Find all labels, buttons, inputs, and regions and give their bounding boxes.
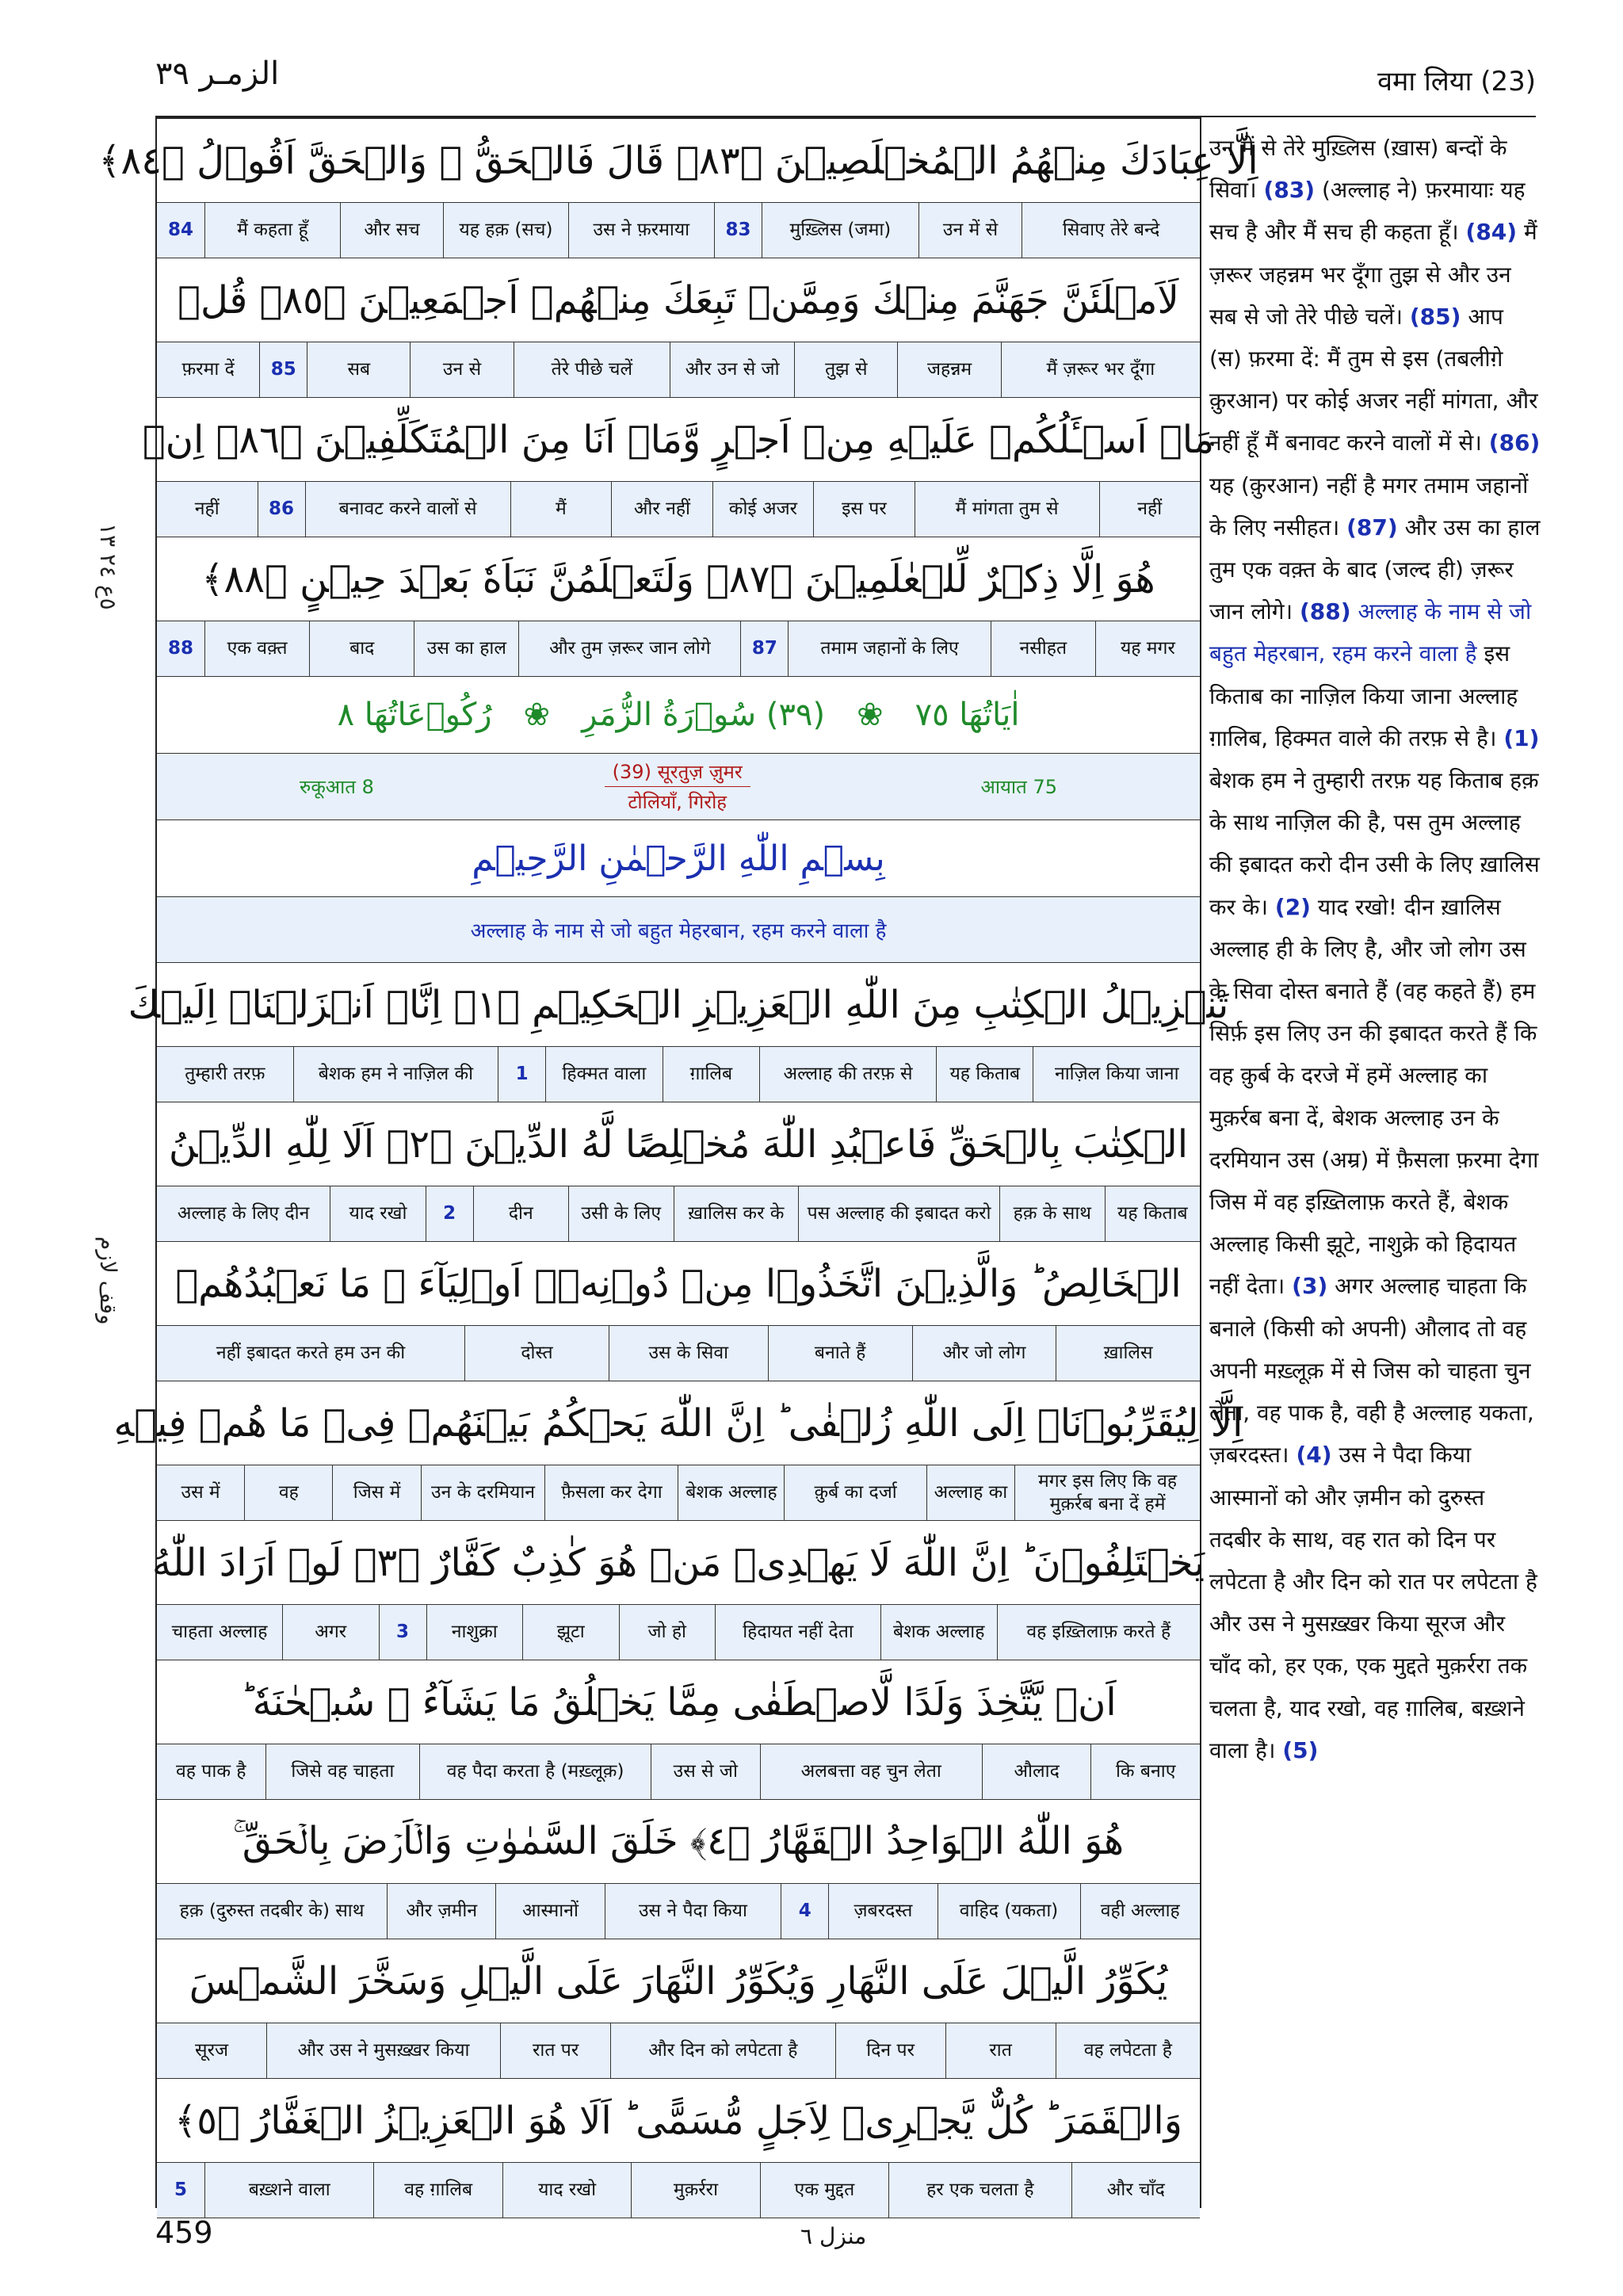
word-meaning-cell: फ़ैसला कर देगा bbox=[544, 1465, 678, 1520]
word-meaning-cell: वह लपेटता है bbox=[1056, 2023, 1200, 2078]
verse-number: (5) bbox=[1282, 1736, 1319, 1763]
word-meaning-cell: वह इख़्तिलाफ़ करते हैं bbox=[997, 1605, 1201, 1660]
word-meaning-cell: मैं ज़रूर भर दूँगा bbox=[1001, 342, 1200, 397]
translation-text: इस किताब का नाज़िल किया जाना अल्लाह ग़ालिब, हिक्मत वाले की तरफ़ से है। bbox=[1209, 640, 1518, 751]
waqf-marker: وقف لازم bbox=[95, 1236, 121, 1325]
word-meaning-cell: उस ने फ़रमाया bbox=[568, 203, 714, 258]
verse-number: (88) bbox=[1300, 598, 1351, 625]
word-meaning-cell: कोई अजर bbox=[712, 482, 814, 537]
word-meaning-cell: बेशक हम ने नाज़िल की bbox=[293, 1047, 498, 1102]
translation-column bbox=[1209, 127, 1541, 1771]
word-meaning-row bbox=[157, 621, 1200, 677]
word-meaning-cell: उन से bbox=[410, 342, 513, 397]
bismillah-hindi: अल्लाह के नाम से जो बहुत मेहरबान, रहम करने वाला है bbox=[157, 897, 1200, 963]
word-meaning-cell: उन में से bbox=[918, 203, 1022, 258]
word-meaning-cell: 85 bbox=[259, 342, 307, 397]
word-meaning-cell: आस्मानों bbox=[495, 1884, 604, 1939]
word-meaning-cell: और उस ने मुसख़्ख़र किया bbox=[266, 2023, 500, 2078]
arabic-verse-line: اِلَّا لِيُقَرِّبُوۡنَاۤ اِلَى اللّٰهِ زُلۡفٰى ؕ اِنَّ اللّٰهَ يَحۡكُمُ بَيۡنَهُمۡ فِىۡ مَا هُمۡ فِيۡهِ bbox=[157, 1381, 1200, 1465]
translation-text: बेशक हम ने तुम्हारी तरफ़ यह किताब हक़ के साथ नाज़िल की है, पस तुम अल्लाह की इबादत करो दीन उसी के लिए ख़ालिस कर के। bbox=[1209, 767, 1540, 920]
word-meaning-cell: अगर bbox=[282, 1605, 379, 1660]
word-meaning-cell: और चाँद bbox=[1071, 2163, 1200, 2218]
translation-text: मैं ज़रूर जहन्नम भर दूँगा तुझ से और उन सब से जो तेरे पीछे चलें। bbox=[1209, 219, 1537, 330]
word-meaning-row bbox=[157, 1186, 1200, 1242]
word-meaning-cell: दिन पर bbox=[835, 2023, 945, 2078]
word-meaning-cell: फ़रमा दें bbox=[181, 359, 235, 380]
word-meaning-cell: जहन्नम bbox=[897, 342, 1000, 397]
word-meaning-row bbox=[157, 482, 1200, 537]
word-meaning-cell: नहीं इबादत करते हम उन की bbox=[216, 1343, 406, 1364]
surah-name-block bbox=[605, 757, 750, 816]
word-meaning-cell: क़ुर्ब का दर्जा bbox=[784, 1465, 926, 1520]
word-meaning-cell: नाशुक्रा bbox=[426, 1605, 523, 1660]
word-meaning-row bbox=[157, 2023, 1200, 2079]
word-meaning-cell: चाहता अल्लाह bbox=[171, 1622, 268, 1643]
verse-number: (84) bbox=[1465, 219, 1518, 246]
verse-number: (83) bbox=[1263, 177, 1316, 204]
word-meaning-cell: 84 bbox=[168, 220, 194, 241]
word-meaning-cell: नहीं bbox=[1099, 482, 1201, 537]
word-meaning-cell: मुक़र्ररा bbox=[631, 2163, 759, 2218]
ruku-count: रुकूआत 8 bbox=[300, 776, 374, 798]
surah-title-row bbox=[157, 677, 1200, 754]
word-meaning-cell: और दिन को लपेटता है bbox=[610, 2023, 835, 2078]
surah-title-ruku-arabic: رُكُوۡعَاتُهَا ٨ bbox=[337, 697, 492, 733]
word-meaning-cell: बनावट करने वालों से bbox=[305, 482, 510, 537]
word-meaning-cell: ख़ालिस bbox=[1056, 1326, 1200, 1381]
word-meaning-cell: यह हक़ (सच) bbox=[443, 203, 567, 258]
word-meaning-cell: तमाम जहानों के लिए bbox=[788, 621, 990, 676]
word-meaning-cell: वह पैदा करता है (मख़्लूक़) bbox=[419, 1744, 651, 1799]
word-meaning-cell: जो हो bbox=[619, 1605, 716, 1660]
word-meaning-cell: 4 bbox=[781, 1884, 828, 1939]
word-meaning-cell: अलबत्ता वह चुन लेता bbox=[760, 1744, 982, 1799]
word-meaning-cell: 87 bbox=[740, 621, 788, 676]
word-meaning-cell: याद रखो bbox=[330, 1186, 425, 1241]
bismillah-arabic: بِسۡمِ اللّٰهِ الرَّحۡمٰنِ الرَّحِيۡمِ bbox=[157, 820, 1200, 897]
word-meaning-cell: सिवाए तेरे बन्दे bbox=[1022, 203, 1200, 258]
word-meaning-cell: वही अल्लाह bbox=[1080, 1884, 1200, 1939]
word-meaning-cell: औलाद bbox=[982, 1744, 1091, 1799]
word-meaning-cell: वह ग़ालिब bbox=[373, 2163, 502, 2218]
arabic-verse-line: اِلَّا عِبَادَكَ مِنۡهُمُ الۡمُخۡلَصِيۡنَ ﴿٨٣﴾ قَالَ فَالۡحَقُّ ۡ وَالۡحَقَّ اَقُوۡلُ ﴿٨٤﴾ bbox=[157, 119, 1200, 203]
word-meaning-cell: मैं bbox=[510, 482, 612, 537]
word-meaning-cell: नसीहत bbox=[991, 621, 1095, 676]
word-meaning-cell: वह पाक है bbox=[176, 1761, 246, 1782]
word-meaning-cell: 2 bbox=[426, 1186, 473, 1241]
flower-icon: ❀ bbox=[523, 697, 551, 733]
translation-text: अगर अल्लाह चाहता कि बनाले (किसी को अपनी) औलाद तो वह अपनी मख़्लूक़ में से जिस को चाहता चुन लेता, वह पाक है, वही है अल्लाह यकता, ज़बरदस्त। bbox=[1209, 1273, 1534, 1469]
word-meaning-cell: जिसे वह चाहता bbox=[265, 1744, 420, 1799]
word-meaning-cell: नाज़िल किया जाना bbox=[1033, 1047, 1200, 1102]
word-meaning-cell: और उन से जो bbox=[670, 342, 794, 397]
ayat-count: आयात 75 bbox=[980, 776, 1057, 798]
translation-text: यह (क़ुरआन) नहीं है मगर तमाम जहानों के लिए नसीहत। bbox=[1209, 472, 1529, 541]
word-meaning-cell: 1 bbox=[498, 1047, 545, 1102]
arabic-verse-line: يَخۡتَلِفُوۡنَ ؕ اِنَّ اللّٰهَ لَا يَهۡدِىۡ مَنۡ هُوَ كٰذِبٌ كَفَّارٌ ﴿٣﴾ لَوۡ اَرَادَ اللّٰهُ bbox=[157, 1521, 1200, 1605]
word-meaning-cell: एक वक़्त bbox=[204, 621, 309, 676]
word-meaning-cell: मुख़्लिस (जमा) bbox=[762, 203, 918, 258]
arabic-verse-line: هُوَ اللّٰهُ الۡوَاحِدُ الۡقَهَّارُ ﴿٤﴾ خَلَقَ السَّمٰوٰتِ وَالۡاَرۡضَ بِالۡحَقِّ ۚ bbox=[157, 1800, 1200, 1884]
word-meaning-cell: तुम्हारी तरफ़ bbox=[185, 1064, 265, 1085]
word-meaning-cell: झूटा bbox=[522, 1605, 619, 1660]
flower-icon: ❀ bbox=[857, 697, 884, 733]
word-meaning-cell: और सच bbox=[340, 203, 443, 258]
verse-number: (1) bbox=[1503, 724, 1540, 751]
word-meaning-cell: उस के सिवा bbox=[609, 1326, 768, 1381]
word-meaning-cell: हक़ (दुरुस्त तदबीर के) साथ bbox=[179, 1901, 365, 1922]
word-meaning-row bbox=[157, 1326, 1200, 1381]
word-meaning-cell: तेरे पीछे चलें bbox=[514, 342, 670, 397]
surah-title-name-arabic: (٣٩) سُوۡرَةُ الزُّمَرِ bbox=[582, 697, 826, 733]
word-meaning-cell: उस ने पैदा किया bbox=[605, 1884, 781, 1939]
word-meaning-cell: जिस में bbox=[332, 1465, 420, 1520]
translation-text: याद रखो! दीन ख़ालिस अल्लाह ही के लिए है, और जो लोग उस के सिवा दोस्त बनाते हैं (वह कहते हैं) हम सिर्फ़ इस लिए उन की इबादत करते हैं कि वह क़ुर्ब के दरजे में हमें अल्लाह का मुक़र्रब बना दें, बेशक अल्लाह उन के दरमियान उस (अम्र) में फ़ैसला फ़रमा देगा जिस में वह इख़्तिलाफ़ करते हैं, बेशक अल्लाह किसी झूटे, नाशुक्रे को हिदायत नहीं देता। bbox=[1209, 893, 1539, 1300]
word-meaning-cell: और ज़मीन bbox=[387, 1884, 495, 1939]
word-meaning-cell: हिक्मत वाला bbox=[545, 1047, 663, 1102]
word-meaning-cell: 83 bbox=[714, 203, 762, 258]
word-meaning-cell: सूरज bbox=[195, 2040, 229, 2061]
word-meaning-cell: यह मगर bbox=[1095, 621, 1200, 676]
word-meaning-cell: बनाते हैं bbox=[768, 1326, 912, 1381]
arabic-verse-line: الۡخَالِصُ ؕ وَالَّذِيۡنَ اتَّخَذُوۡا مِنۡ دُوۡنِهٖۤ اَوۡلِيَآءَ ۘ مَا نَعۡبُدُهُمۡ bbox=[157, 1242, 1200, 1326]
word-meaning-cell: दीन bbox=[473, 1186, 568, 1241]
surah-name-hindi: (39) सूरतुज़ ज़ुमर bbox=[605, 757, 750, 787]
verse-number: (86) bbox=[1488, 430, 1541, 457]
arabic-verse-line: يُكَوِّرُ الَّيۡلَ عَلَى النَّهَارِ وَيُكَوِّرُ النَّهَارَ عَلَى الَّيۡلِ وَسَخَّرَ الشَّمۡسَ bbox=[157, 1939, 1200, 2023]
word-meaning-cell: याद रखो bbox=[502, 2163, 631, 2218]
word-meaning-cell: ख़ालिस कर के bbox=[674, 1186, 798, 1241]
word-meaning-cell: मगर इस लिए कि वह मुक़र्रब बना दें हमें bbox=[1014, 1465, 1200, 1520]
surah-header: الزمـر ٣٩ bbox=[155, 55, 280, 92]
word-meaning-cell: एक मुद्दत bbox=[760, 2163, 888, 2218]
page-number: 459 bbox=[155, 2215, 213, 2250]
arabic-verse-line: مَاۤ اَسۡـَٔلُكُمۡ عَلَيۡهِ مِنۡ اَجۡرٍ وَّمَاۤ اَنَا مِنَ الۡمُتَكَلِّفِيۡنَ ﴿٨٦﴾ اِنۡ bbox=[157, 398, 1200, 482]
word-meaning-row bbox=[157, 1744, 1200, 1800]
word-meaning-cell: अल्लाह की तरफ़ से bbox=[759, 1047, 936, 1102]
word-meaning-cell: अल्लाह का bbox=[926, 1465, 1014, 1520]
word-meaning-cell: 86 bbox=[258, 482, 305, 537]
verse-number: (4) bbox=[1296, 1442, 1332, 1469]
ruku-marker: ٥ع ٢٤ ١٣ bbox=[95, 523, 121, 610]
word-meaning-cell: और नहीं bbox=[611, 482, 712, 537]
word-meaning-row bbox=[157, 2163, 1200, 2218]
translation-text: (अल्लाह ने) फ़रमायाः यह सच है और मैं सच ही कहता हूँ। bbox=[1209, 177, 1526, 246]
word-meaning-cell: 88 bbox=[167, 638, 193, 659]
surah-title-ayat-arabic: اٰيَاتُهَا ٧٥ bbox=[915, 697, 1020, 733]
translation-text: आप (स) फ़रमा दें: मैं तुम से इस (तबलीग़े क़ुरआन) पर कोई अजर नहीं मांगता, और नहीं हूँ मैं बनावट करने वालों में से। bbox=[1209, 303, 1538, 457]
surah-meaning: टोलियाँ, गिरोह bbox=[628, 791, 727, 813]
arabic-verse-line: وَالۡقَمَرَ ؕ كُلٌّ يَّجۡرِىۡ لِاَجَلٍ مُّسَمًّى ؕ اَلَا هُوَ الۡعَزِيۡزُ الۡغَفَّارُ ﴿٥﴾ bbox=[157, 2079, 1200, 2163]
word-meaning-cell: कि बनाए bbox=[1090, 1744, 1200, 1799]
word-meaning-cell: उस से जो bbox=[651, 1744, 760, 1799]
arabic-verse-line: هُوَ اِلَّا ذِكۡرٌ لِّلۡعٰلَمِيۡنَ ﴿٨٧﴾ وَلَتَعۡلَمُنَّ نَبَاَهٗ بَعۡدَ حِيۡنٍ ﴿٨٨﴾ bbox=[157, 537, 1200, 621]
juz-header: वमा लिया (23) bbox=[1377, 66, 1536, 97]
word-meaning-cell: ज़बरदस्त bbox=[828, 1884, 937, 1939]
word-meaning-cell: अल्लाह के लिए दीन bbox=[177, 1203, 310, 1224]
word-meaning-cell: बेशक अल्लाह bbox=[678, 1465, 784, 1520]
verse-number: (85) bbox=[1409, 303, 1461, 330]
word-meaning-cell: वाहिद (यकता) bbox=[938, 1884, 1080, 1939]
word-meaning-row bbox=[157, 342, 1200, 398]
word-meaning-cell: पस अल्लाह की इबादत करो bbox=[798, 1186, 999, 1241]
word-meaning-cell: उन के दरमियान bbox=[421, 1465, 545, 1520]
word-meaning-cell: उसी के लिए bbox=[568, 1186, 674, 1241]
word-meaning-cell: बाद bbox=[309, 621, 414, 676]
word-meaning-cell: सब bbox=[307, 342, 410, 397]
word-meaning-cell: 5 bbox=[174, 2179, 187, 2201]
word-meaning-row bbox=[157, 1465, 1200, 1521]
word-meaning-cell: रात bbox=[945, 2023, 1056, 2078]
arabic-verse-line: تَنۡزِيۡلُ الۡكِتٰبِ مِنَ اللّٰهِ الۡعَزِيۡزِ الۡحَكِيۡمِ ﴿١﴾ اِنَّاۤ اَنۡزَلۡنَاۤ اِلَيۡكَ bbox=[157, 963, 1200, 1047]
arabic-verse-line: اَنۡ يَّتَّخِذَ وَلَدًا لَّاصۡطَفٰى مِمَّا يَخۡلُقُ مَا يَشَآءُ ۙ سُبۡحٰنَهٗ ؕ bbox=[157, 1660, 1200, 1744]
arabic-verse-line: الۡكِتٰبَ بِالۡحَقِّ فَاعۡبُدِ اللّٰهَ مُخۡلِصًا لَّهُ الدِّيۡنَ ﴿٢﴾ اَلَا لِلّٰهِ الدِّيۡنُ bbox=[157, 1102, 1200, 1186]
word-meaning-cell: यह किताब bbox=[1105, 1186, 1200, 1241]
word-meaning-cell: वह bbox=[244, 1465, 332, 1520]
word-meaning-cell: दोस्त bbox=[464, 1326, 609, 1381]
translation-text: उन में से तेरे मुख़्लिस (ख़ास) बन्दों के सिवा। bbox=[1209, 135, 1507, 204]
word-meaning-row bbox=[157, 203, 1200, 258]
arabic-verse-line: لَاَمۡلَئَنَّ جَهَنَّمَ مِنۡكَ وَمِمَّنۡ تَبِعَكَ مِنۡهُمۡ اَجۡمَعِيۡنَ ﴿٨٥﴾ قُلۡ bbox=[157, 258, 1200, 342]
translation-text: अल्लाह के नाम से जो बहुत मेहरबान, रहम करने वाला है bbox=[1209, 598, 1532, 667]
word-meaning-cell: रात पर bbox=[500, 2023, 610, 2078]
word-meaning-cell: मैं कहता हूँ bbox=[204, 203, 340, 258]
word-meaning-cell: हक़ के साथ bbox=[999, 1186, 1105, 1241]
verse-number: (87) bbox=[1346, 514, 1398, 541]
word-meaning-cell: ग़ालिब bbox=[663, 1047, 759, 1102]
word-meaning-cell: बख़्शने वाला bbox=[204, 2163, 374, 2218]
word-meaning-cell: मैं मांगता तुम से bbox=[915, 482, 1099, 537]
word-meaning-cell: तुझ से bbox=[794, 342, 897, 397]
word-meaning-cell: उस में bbox=[181, 1482, 220, 1503]
translation-text: और उस का हाल तुम एक वक़्त के बाद (जल्द ही) ज़रूर जान लोगे। bbox=[1209, 514, 1541, 625]
word-meaning-row bbox=[157, 1605, 1200, 1660]
word-meaning-cell: हिदायत नहीं देता bbox=[715, 1605, 880, 1660]
word-meaning-cell: उस का हाल bbox=[414, 621, 518, 676]
verse-number: (2) bbox=[1274, 893, 1311, 920]
word-meaning-cell: हर एक चलता है bbox=[888, 2163, 1071, 2218]
word-meaning-cell: 3 bbox=[379, 1605, 426, 1660]
word-meaning-cell: और जो लोग bbox=[912, 1326, 1056, 1381]
manzil-label: منزل ٦ bbox=[800, 2223, 867, 2249]
word-meaning-cell: बेशक अल्लाह bbox=[880, 1605, 997, 1660]
surah-meta-row bbox=[157, 754, 1200, 820]
word-meaning-row bbox=[157, 1884, 1200, 1939]
word-meaning-cell: यह किताब bbox=[936, 1047, 1033, 1102]
verse-number: (3) bbox=[1292, 1273, 1328, 1300]
translation-text: उस ने पैदा किया आस्मानों को और ज़मीन को दुरुस्त तदबीर के साथ, वह रात को दिन पर लपेटता है और दिन को रात पर लपेटता है और उस ने मुसख़्ख़र किया सूरज और चाँद को, हर एक, एक मुद्दते मुक़र्ररा तक चलता है, याद रखो, वह ग़ालिब, बख़्शने वाला है। bbox=[1209, 1442, 1537, 1763]
word-meaning-row bbox=[157, 1047, 1200, 1102]
word-meaning-cell: और तुम ज़रूर जान लोगे bbox=[518, 621, 740, 676]
word-meaning-cell: इस पर bbox=[813, 482, 915, 537]
word-meaning-cell: नहीं bbox=[194, 499, 220, 520]
